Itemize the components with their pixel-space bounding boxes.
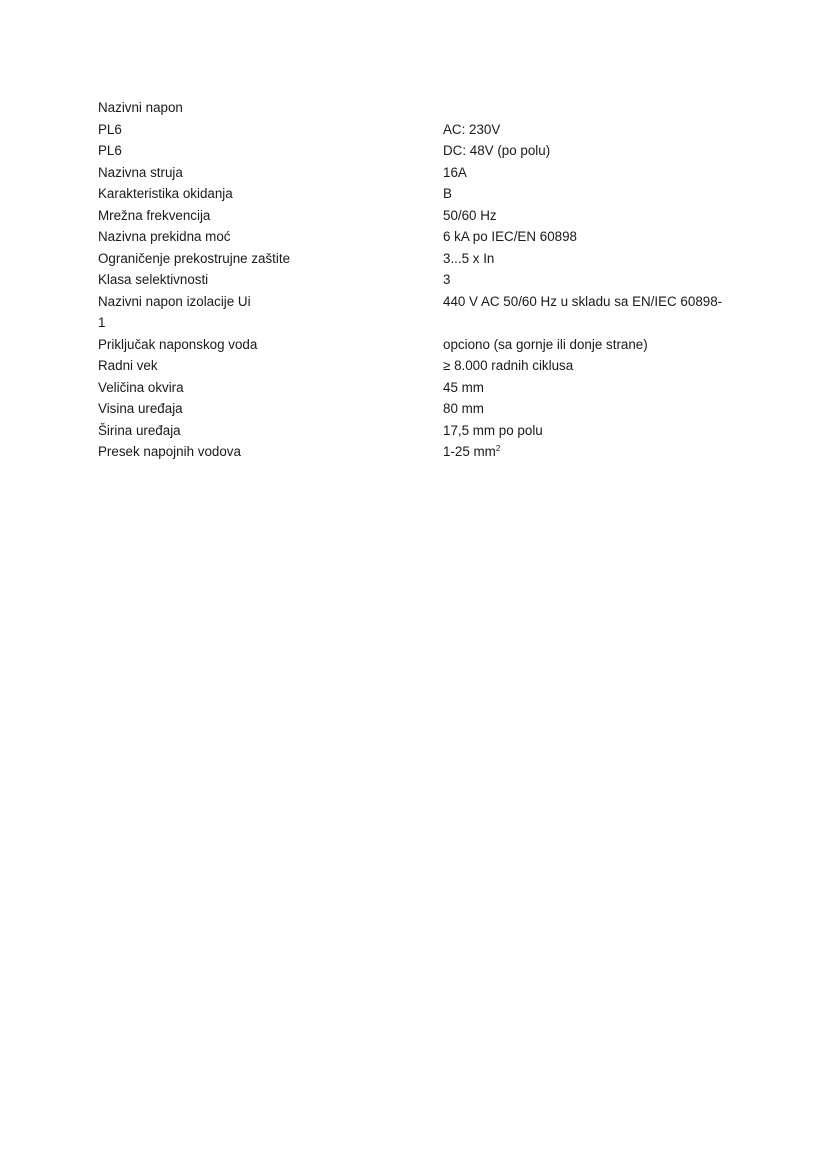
spec-value: 6 kA po IEC/EN 60898: [443, 229, 577, 244]
spec-label: Klasa selektivnosti: [98, 272, 209, 287]
spec-label: Mrežna frekvencija: [98, 207, 211, 223]
superscript: 2: [495, 444, 501, 453]
spec-row: [98, 183, 738, 205]
spec-label: Priključak naponskog voda: [98, 336, 258, 352]
spec-value: 45 mm: [443, 379, 484, 395]
spec-value: 3...5 x In: [443, 250, 495, 266]
spec-row: [98, 226, 738, 248]
spec-value: 440 V AC 50/60 Hz u skladu sa EN/IEC 60898-: [443, 293, 723, 309]
spec-label: PL6: [98, 143, 122, 158]
spec-row: [98, 420, 738, 442]
spec-label: 1: [98, 315, 106, 330]
spec-row: [98, 377, 738, 399]
spec-value: 17,5 mm po polu: [443, 422, 543, 438]
spec-value: ≥ 8.000 radnih ciklusa: [443, 358, 574, 373]
spec-label: Širina uređaja: [98, 422, 181, 438]
spec-row: [98, 119, 738, 141]
spec-row: [98, 355, 738, 377]
spec-label: Nazivni napon izolacije Ui: [98, 293, 251, 309]
spec-label: Ograničenje prekostrujne zaštite: [98, 250, 291, 266]
spec-header: Nazivni napon: [98, 100, 183, 115]
spec-label: Karakteristika okidanja: [98, 186, 233, 201]
spec-label: Visina uređaja: [98, 401, 183, 416]
spec-row: [98, 441, 738, 463]
spec-header-row: [98, 97, 738, 119]
spec-value: DC: 48V (po polu): [443, 143, 551, 158]
spec-row: [98, 162, 738, 184]
spec-value-text: 1-25 mm: [443, 444, 496, 459]
spec-row: [98, 398, 738, 420]
spec-value: 50/60 Hz: [443, 207, 497, 223]
spec-row: [98, 140, 738, 162]
spec-value: [443, 441, 500, 463]
spec-label: Veličina okvira: [98, 379, 184, 395]
spec-row: [98, 205, 738, 227]
spec-label: Presek napojnih vodova: [98, 444, 241, 459]
spec-row: [98, 334, 738, 356]
spec-label: Radni vek: [98, 358, 158, 373]
spec-label: PL6: [98, 121, 122, 137]
spec-row: [98, 312, 738, 334]
spec-value: 16A: [443, 164, 467, 180]
spec-value: AC: 230V: [443, 121, 501, 137]
spec-label: Nazivna prekidna moć: [98, 229, 231, 244]
spec-row: [98, 248, 738, 270]
spec-value: 80 mm: [443, 401, 484, 416]
spec-value: 3: [443, 272, 451, 287]
spec-value: opciono (sa gornje ili donje strane): [443, 336, 648, 352]
spec-row: [98, 291, 738, 313]
spec-table: [98, 97, 738, 463]
spec-value: B: [443, 186, 452, 201]
spec-label: Nazivna struja: [98, 164, 183, 180]
spec-row: [98, 269, 738, 291]
